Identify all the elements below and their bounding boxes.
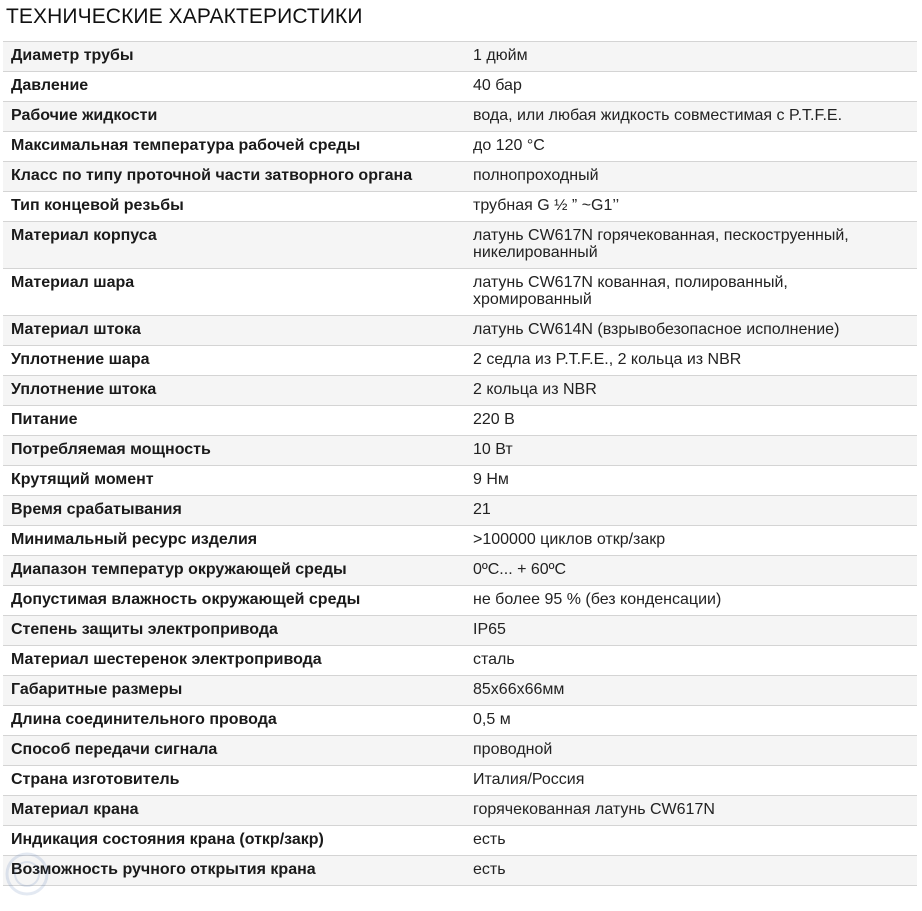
spec-param: Материал штока bbox=[3, 316, 465, 346]
spec-value: вода, или любая жидкость совместимая с P.T.F.E. bbox=[465, 102, 917, 132]
spec-value: до 120 °С bbox=[465, 132, 917, 162]
spec-param: Время срабатывания bbox=[3, 496, 465, 526]
spec-value: 9 Нм bbox=[465, 466, 917, 496]
spec-param: Крутящий момент bbox=[3, 466, 465, 496]
spec-param: Индикация состояния крана (откр/закр) bbox=[3, 826, 465, 856]
table-row bbox=[3, 466, 917, 496]
table-row bbox=[3, 526, 917, 556]
spec-value: 85х66х66мм bbox=[465, 676, 917, 706]
table-row bbox=[3, 269, 917, 316]
table-row bbox=[3, 406, 917, 436]
spec-value: латунь CW614N (взрывобезопасное исполнение) bbox=[465, 316, 917, 346]
spec-table-body bbox=[3, 42, 917, 886]
table-row bbox=[3, 706, 917, 736]
table-row bbox=[3, 162, 917, 192]
spec-param: Диапазон температур окружающей среды bbox=[3, 556, 465, 586]
table-row bbox=[3, 646, 917, 676]
table-row bbox=[3, 316, 917, 346]
spec-value: Италия/Россия bbox=[465, 766, 917, 796]
table-row bbox=[3, 496, 917, 526]
spec-value: полнопроходный bbox=[465, 162, 917, 192]
spec-param: Давление bbox=[3, 72, 465, 102]
table-row bbox=[3, 376, 917, 406]
spec-value: не более 95 % (без конденсации) bbox=[465, 586, 917, 616]
spec-value: латунь CW617N горячекованная, пескоструенный, никелированный bbox=[465, 222, 917, 269]
spec-param: Максимальная температура рабочей среды bbox=[3, 132, 465, 162]
spec-param: Рабочие жидкости bbox=[3, 102, 465, 132]
spec-param: Возможность ручного открытия крана bbox=[3, 856, 465, 886]
spec-value: есть bbox=[465, 826, 917, 856]
spec-value: 2 кольца из NBR bbox=[465, 376, 917, 406]
table-row bbox=[3, 346, 917, 376]
spec-value: проводной bbox=[465, 736, 917, 766]
spec-value: 21 bbox=[465, 496, 917, 526]
spec-param: Страна изготовитель bbox=[3, 766, 465, 796]
table-row bbox=[3, 676, 917, 706]
table-row bbox=[3, 616, 917, 646]
spec-param: Длина соединительного провода bbox=[3, 706, 465, 736]
spec-param: Материал крана bbox=[3, 796, 465, 826]
spec-param: Питание bbox=[3, 406, 465, 436]
spec-value: 1 дюйм bbox=[465, 42, 917, 72]
spec-param: Материал корпуса bbox=[3, 222, 465, 269]
spec-param: Минимальный ресурс изделия bbox=[3, 526, 465, 556]
table-row bbox=[3, 796, 917, 826]
table-row bbox=[3, 856, 917, 886]
spec-value: 40 бар bbox=[465, 72, 917, 102]
watermark-stamp-icon bbox=[4, 851, 50, 897]
table-row bbox=[3, 736, 917, 766]
spec-param: Тип концевой резьбы bbox=[3, 192, 465, 222]
spec-value: 220 В bbox=[465, 406, 917, 436]
spec-value: 0,5 м bbox=[465, 706, 917, 736]
spec-param: Допустимая влажность окружающей среды bbox=[3, 586, 465, 616]
spec-param: Габаритные размеры bbox=[3, 676, 465, 706]
spec-param: Степень защиты электропривода bbox=[3, 616, 465, 646]
table-row bbox=[3, 766, 917, 796]
table-row bbox=[3, 132, 917, 162]
table-row bbox=[3, 586, 917, 616]
spec-value: 2 седла из P.T.F.E., 2 кольца из NBR bbox=[465, 346, 917, 376]
spec-value: 10 Вт bbox=[465, 436, 917, 466]
table-row bbox=[3, 102, 917, 132]
table-row bbox=[3, 42, 917, 72]
spec-param: Материал шара bbox=[3, 269, 465, 316]
spec-param: Материал шестеренок электропривода bbox=[3, 646, 465, 676]
table-row bbox=[3, 192, 917, 222]
page-title: ТЕХНИЧЕСКИЕ ХАРАКТЕРИСТИКИ bbox=[6, 5, 363, 28]
table-row bbox=[3, 72, 917, 102]
table-row bbox=[3, 222, 917, 269]
spec-value: 0ºС... + 60ºС bbox=[465, 556, 917, 586]
table-row bbox=[3, 436, 917, 466]
spec-value: горячекованная латунь CW617N bbox=[465, 796, 917, 826]
spec-value: >100000 циклов откр/закр bbox=[465, 526, 917, 556]
spec-value: сталь bbox=[465, 646, 917, 676]
table-row bbox=[3, 826, 917, 856]
spec-value: латунь CW617N кованная, полированный, хромированный bbox=[465, 269, 917, 316]
spec-value: трубная G ½ ” ~G1’’ bbox=[465, 192, 917, 222]
spec-param: Потребляемая мощность bbox=[3, 436, 465, 466]
spec-param: Уплотнение штока bbox=[3, 376, 465, 406]
spec-value: IP65 bbox=[465, 616, 917, 646]
spec-param: Класс по типу проточной части затворного органа bbox=[3, 162, 465, 192]
spec-value: есть bbox=[465, 856, 917, 886]
spec-param: Уплотнение шара bbox=[3, 346, 465, 376]
spec-table bbox=[3, 41, 917, 886]
spec-param: Способ передачи сигнала bbox=[3, 736, 465, 766]
spec-param: Диаметр трубы bbox=[3, 42, 465, 72]
table-row bbox=[3, 556, 917, 586]
